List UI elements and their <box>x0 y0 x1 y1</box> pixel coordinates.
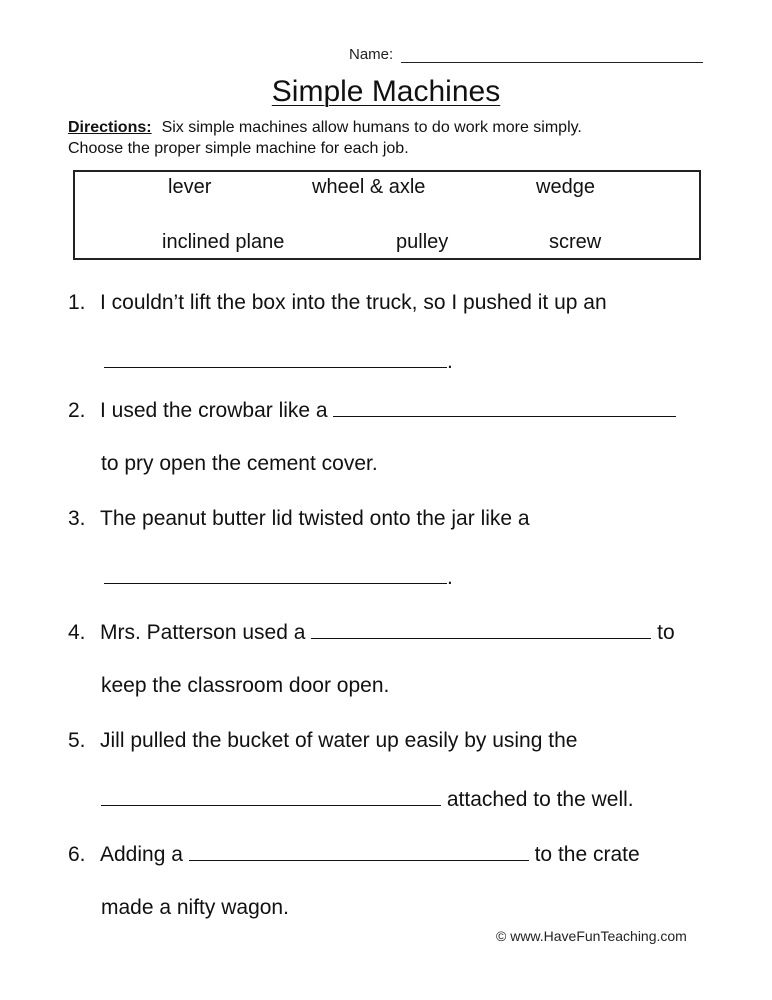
question-number: 1. <box>68 291 86 314</box>
question-3 <box>68 507 530 531</box>
question-3-answer-line <box>104 563 453 590</box>
question-text: I used the crowbar like a <box>100 399 328 422</box>
directions-line-1 <box>68 119 582 137</box>
question-text: I couldn’t lift the box into the truck, so I pushed it up an <box>100 291 607 314</box>
question-number: 4. <box>68 621 86 644</box>
question-text: to <box>657 621 675 644</box>
page-title: Simple Machines <box>271 75 501 108</box>
name-label: Name: <box>349 46 394 63</box>
answer-blank-5[interactable] <box>101 785 441 806</box>
answer-blank-6[interactable] <box>189 840 529 861</box>
question-text: to pry open the cement cover. <box>101 452 378 475</box>
question-number: 3. <box>68 507 86 530</box>
word-bank-item: wheel & axle <box>312 176 426 198</box>
word-bank-item: pulley <box>396 231 449 253</box>
question-number: 5. <box>68 729 86 752</box>
question-2 <box>68 396 676 423</box>
answer-blank-3[interactable] <box>104 563 447 584</box>
name-field[interactable] <box>401 62 703 63</box>
word-bank-item: screw <box>549 231 602 253</box>
question-4 <box>68 618 675 645</box>
question-text: . <box>447 566 453 589</box>
question-text: made a nifty wagon. <box>101 896 289 919</box>
question-text: Mrs. Patterson used a <box>100 621 306 644</box>
question-6 <box>68 840 640 867</box>
answer-blank-1[interactable] <box>104 347 447 368</box>
question-number: 2. <box>68 399 86 422</box>
question-5-answer-line <box>101 785 634 812</box>
question-5 <box>68 729 577 753</box>
directions-text-1: Six simple machines allow humans to do work more simply. <box>161 119 582 136</box>
word-bank-item: wedge <box>536 176 595 198</box>
directions-line-2: Choose the proper simple machine for each job. <box>68 140 409 157</box>
question-text: attached to the well. <box>446 788 634 811</box>
question-text: keep the classroom door open. <box>101 674 390 697</box>
question-text: The peanut butter lid twisted onto the jar like a <box>100 507 530 530</box>
question-text: to the crate <box>534 843 640 866</box>
question-number: 6. <box>68 843 86 866</box>
word-bank-item: inclined plane <box>162 231 285 253</box>
copyright-footer: © www.HaveFunTeaching.com <box>496 928 687 944</box>
question-text: Adding a <box>100 843 183 866</box>
question-text: . <box>447 350 453 373</box>
word-bank-item: lever <box>168 176 212 198</box>
answer-blank-4[interactable] <box>311 618 651 639</box>
question-1-answer-line <box>104 347 453 374</box>
answer-blank-2[interactable] <box>333 396 676 417</box>
question-text: Jill pulled the bucket of water up easily by using the <box>100 729 578 752</box>
question-1 <box>68 291 607 315</box>
directions-label: Directions: <box>68 119 152 136</box>
